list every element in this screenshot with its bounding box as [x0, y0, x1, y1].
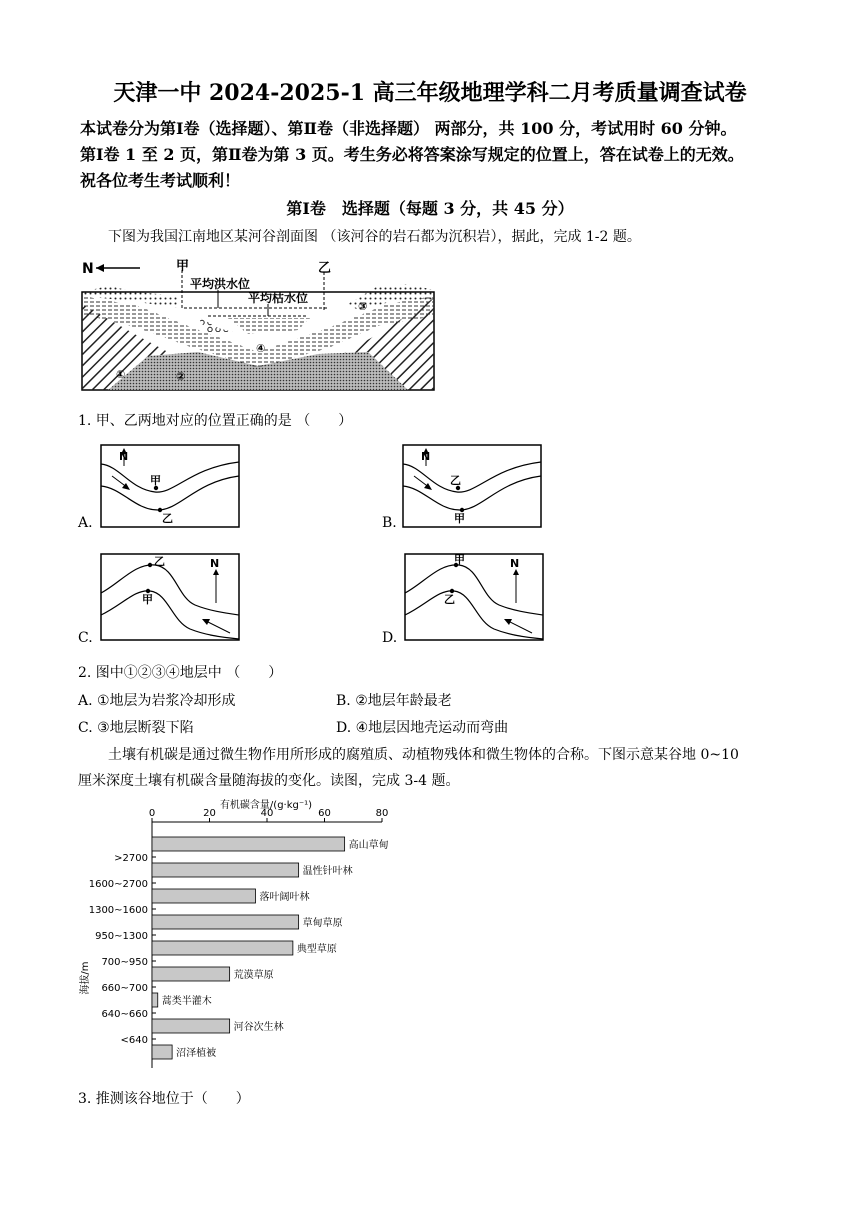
- chart-bar: [152, 837, 345, 851]
- elevation-label: 660~700: [101, 983, 148, 994]
- q2-option-b[interactable]: B. ②地层年龄最老: [336, 693, 452, 709]
- layer-4-label: ④: [256, 342, 266, 355]
- q1-option-a-map[interactable]: [100, 444, 240, 528]
- chart-ylabel: 海拔/m: [80, 961, 91, 995]
- x-tick-label: 60: [318, 808, 331, 819]
- q2-option-d[interactable]: D. ④地层因地壳运动而弯曲: [336, 720, 509, 736]
- q1-d-upper: 甲: [454, 553, 465, 566]
- jia-label: 甲: [176, 259, 190, 274]
- q1-option-b-letter[interactable]: B.: [382, 515, 397, 531]
- page-title: 天津一中 2024-2025-1 高三年级地理学科二月考质量调查试卷: [113, 80, 747, 106]
- q1-option-b-map[interactable]: [402, 444, 542, 528]
- elevation-label: 1600~2700: [88, 879, 148, 890]
- passage-2-line-1: 土壤有机碳是通过微生物作用所形成的腐殖质、动植物残体和微生物体的合称。下图示意某谷地 0~10: [108, 747, 739, 763]
- layer-3-label: ③: [358, 300, 368, 313]
- question-3-stem: 3. 推测该谷地位于（ ）: [78, 1091, 250, 1107]
- x-tick-label: 80: [375, 808, 389, 819]
- chart-bar: [152, 1019, 230, 1033]
- dry-level-label: 平均枯水位: [248, 291, 309, 305]
- q2-option-a[interactable]: A. ①地层为岩浆冷却形成: [78, 693, 236, 709]
- chart-bar: [152, 915, 299, 929]
- valley-cross-section-figure: [78, 256, 440, 394]
- elevation-label: 700~950: [101, 957, 148, 968]
- bar-category-label: 温性针叶林: [302, 866, 353, 877]
- q1-a-upper: 甲: [150, 474, 161, 487]
- chart-bar: [152, 1045, 172, 1059]
- elevation-label: >2700: [114, 853, 148, 864]
- chart-title: 有机碳含量/(g·kg⁻¹): [219, 800, 313, 811]
- intro-line-1: 本试卷分为第Ⅰ卷（选择题）、第Ⅱ卷（非选择题） 两部分，共 100 分，考试用时 60 分钟。: [80, 119, 737, 138]
- organic-carbon-chart: [78, 796, 418, 1078]
- bar-category-label: 蒿类半灌木: [161, 996, 212, 1007]
- q1-option-a-letter[interactable]: A.: [78, 515, 93, 531]
- section-heading: 第Ⅰ卷 选择题（每题 3 分，共 45 分）: [286, 199, 574, 218]
- question-2-stem: 2. 图中①②③④地层中 （ ）: [78, 665, 283, 681]
- q1-option-c-letter[interactable]: C.: [78, 630, 93, 646]
- yi-label: 乙: [318, 261, 332, 276]
- q1-c-lower: 甲: [142, 593, 153, 606]
- elevation-label: 950~1300: [95, 931, 148, 942]
- q1-c-north: N: [210, 557, 220, 570]
- elevation-label: 1300~1600: [88, 905, 148, 916]
- layer-1-label: ①: [116, 368, 126, 381]
- x-tick-label: 0: [148, 808, 156, 819]
- bar-category-label: 落叶阔叶林: [259, 892, 310, 903]
- chart-bar: [152, 967, 230, 981]
- x-tick-label: 40: [260, 808, 274, 819]
- intro-line-3: 祝各位考生考试顺利！: [80, 171, 241, 190]
- chart-bar: [152, 863, 299, 877]
- layer-2-label: ②: [176, 370, 186, 383]
- q1-d-north: N: [510, 557, 520, 570]
- bar-category-label: 荒漠草原: [233, 970, 274, 981]
- bar-category-label: 沼泽植被: [176, 1048, 217, 1059]
- q1-option-c-map[interactable]: [100, 553, 240, 641]
- passage-1: 下图为我国江南地区某河谷剖面图 （该河谷的岩石都为沉积岩），据此，完成 1-2 题。: [108, 229, 641, 245]
- q1-b-upper: 乙: [450, 474, 461, 487]
- intro-line-2: 第Ⅰ卷 1 至 2 页，第Ⅱ卷为第 3 页。考生务必将答案涂写规定的位置上，答在试卷上的无效。: [80, 145, 744, 164]
- bar-category-label: 河谷次生林: [233, 1022, 284, 1033]
- bar-category-label: 典型草原: [296, 944, 337, 955]
- q1-option-d-map[interactable]: [404, 553, 544, 641]
- chart-bar: [152, 993, 158, 1007]
- chart-bar: [152, 941, 293, 955]
- q1-d-lower: 乙: [444, 593, 455, 606]
- q1-a-lower: 乙: [162, 512, 173, 525]
- q1-c-upper: 乙: [154, 555, 165, 568]
- q1-b-lower: 甲: [454, 512, 465, 525]
- q1-a-north: N: [119, 450, 129, 463]
- elevation-label: 640~660: [101, 1009, 148, 1020]
- flood-level-label: 平均洪水位: [190, 277, 251, 291]
- passage-2-line-2: 厘米深度土壤有机碳含量随海拔的变化。读图，完成 3-4 题。: [78, 773, 460, 789]
- elevation-label: <640: [120, 1035, 148, 1046]
- chart-bar: [152, 889, 256, 903]
- question-1-stem: 1. 甲、乙两地对应的位置正确的是 （ ）: [78, 413, 353, 429]
- north-label: N: [82, 261, 94, 277]
- q1-option-d-letter[interactable]: D.: [382, 630, 398, 646]
- q2-option-c[interactable]: C. ③地层断裂下陷: [78, 720, 194, 736]
- x-tick-label: 20: [203, 808, 216, 819]
- bar-category-label: 草甸草原: [302, 918, 343, 929]
- bar-category-label: 高山草甸: [348, 840, 389, 851]
- q1-b-north: N: [421, 450, 431, 463]
